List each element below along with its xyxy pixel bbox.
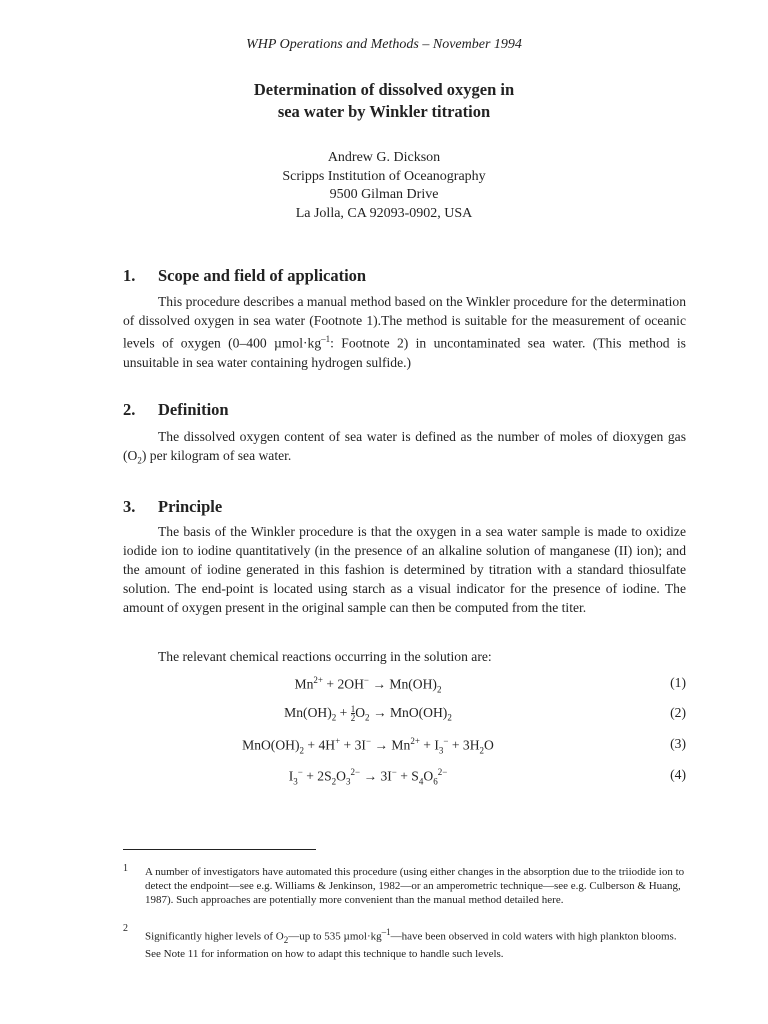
footnote-2	[123, 923, 686, 960]
section-title: Principle	[158, 497, 223, 516]
footnote-text	[145, 925, 686, 961]
equation-number: (1)	[670, 675, 686, 690]
section-body-definition	[123, 427, 686, 471]
section-body-principle-intro	[123, 647, 686, 666]
equation-1: $Mn^{2+} + 2OH^- \to Mn(OH)_2$	[294, 675, 442, 695]
text-run: The dissolved oxygen content of sea water is defined as the number of moles of dioxygen gas (O	[123, 429, 686, 463]
section-heading-definition	[123, 400, 229, 420]
title-line-2: sea water by Winkler titration	[277, 102, 491, 121]
section-title: Definition	[158, 400, 229, 419]
section-heading-principle	[123, 497, 222, 517]
paragraph: The basis of the Winkler procedure is that the oxygen in a sea water sample is made to oxidize iodide ion to iodine quantitatively (in the presence of an alkaline solution of manganese (II) ion); and the amount of iodine generated in this fashion is determined by titration with a standard thiosulfate solution. The end-point is located using starch as a visual indicator for the presence of iodine. The amount of oxygen present in the original sample can then be computed from the titer.	[123, 524, 686, 615]
equation-row-3	[123, 736, 686, 756]
paragraph: The relevant chemical reactions occurring in the solution are:	[158, 649, 492, 664]
section-heading-scope	[123, 266, 366, 286]
equation-row-1	[123, 675, 686, 695]
footnote-mark: 2	[123, 923, 128, 934]
equation-4: $I_3^- + 2S_2O_3^{2-} \to 3I^- + S_4O_6^{2-}$	[288, 767, 448, 787]
subscript: 2	[283, 934, 289, 945]
equation-row-4	[123, 767, 686, 787]
section-body-scope	[123, 292, 686, 372]
text-run: : Footnote 2) in uncontaminated sea water. (This method is unsuitable in sea water containing hydrogen sulfide.)	[123, 335, 686, 370]
text-run: ) per kilogram of sea water.	[141, 448, 292, 463]
fraction-one-half: $\frac{1}{2}$	[350, 704, 356, 724]
author-name: Andrew G. Dickson	[327, 150, 441, 165]
superscript: –1	[381, 927, 391, 937]
section-body-principle	[123, 522, 686, 617]
title-line-1: Determination of dissolved oxygen in	[253, 80, 515, 99]
equation-number: (3)	[670, 736, 686, 751]
footnote-1	[123, 865, 686, 921]
text-run: Significantly higher levels of O	[145, 930, 284, 943]
subscript: 2	[137, 455, 142, 466]
footnote-text: A number of investigators have automated this procedure (using either changes in the absorption due to the triiodide ion to detect the endpoint—see e.g. Williams & Jenkinson, 1982—or an amperometric technique—see e.g. Culberson & Huang, 1987). Such approaches are potentially more convenient than the manual method detailed here.	[145, 866, 685, 906]
paragraph	[123, 292, 686, 372]
equation-row-2	[123, 705, 686, 725]
section-number: 1.	[123, 266, 136, 285]
equation-3: $MnO(OH)_2 + 4H^+ + 3I^- \to Mn^{2+} + I_3^- + 3H_2O$	[242, 736, 494, 756]
text-run: This procedure describes a manual method based on the Winkler procedure for the determination of dissolved oxygen in sea water (Footnote 1).The method is suitable for the measurement of oceanic levels of oxygen (0–400 µmol·kg	[123, 294, 686, 351]
paragraph	[123, 427, 686, 471]
paper-title	[0, 79, 768, 123]
author-institution: Scripps Institution of Oceanography	[282, 168, 486, 184]
text-run: —up to 535 µmol·kg	[288, 930, 382, 943]
equation-2: $Mn(OH)_2$ + $\frac{1}{2}$ $O_2 \to MnO(OH)_2$	[284, 704, 452, 724]
text-run: —have been observed in cold waters with high plankton blooms. See Note 11 for information on how to adapt this technique to handle such levels.	[145, 930, 677, 960]
author-street: 9500 Gilman Drive	[329, 187, 439, 202]
superscript: –1	[321, 334, 331, 344]
section-title: Scope and field of application	[158, 266, 367, 285]
running-header: WHP Operations and Methods – November 1994	[246, 37, 522, 52]
footnote-mark: 1	[123, 863, 128, 874]
section-number: 3.	[123, 497, 136, 516]
author-city: La Jolla, CA 92093-0902, USA	[295, 205, 473, 221]
author-block	[0, 149, 768, 223]
equation-number: (4)	[670, 767, 686, 782]
footnote-divider	[123, 849, 316, 850]
section-number: 2.	[123, 400, 136, 419]
equation-number: (2)	[670, 705, 686, 720]
